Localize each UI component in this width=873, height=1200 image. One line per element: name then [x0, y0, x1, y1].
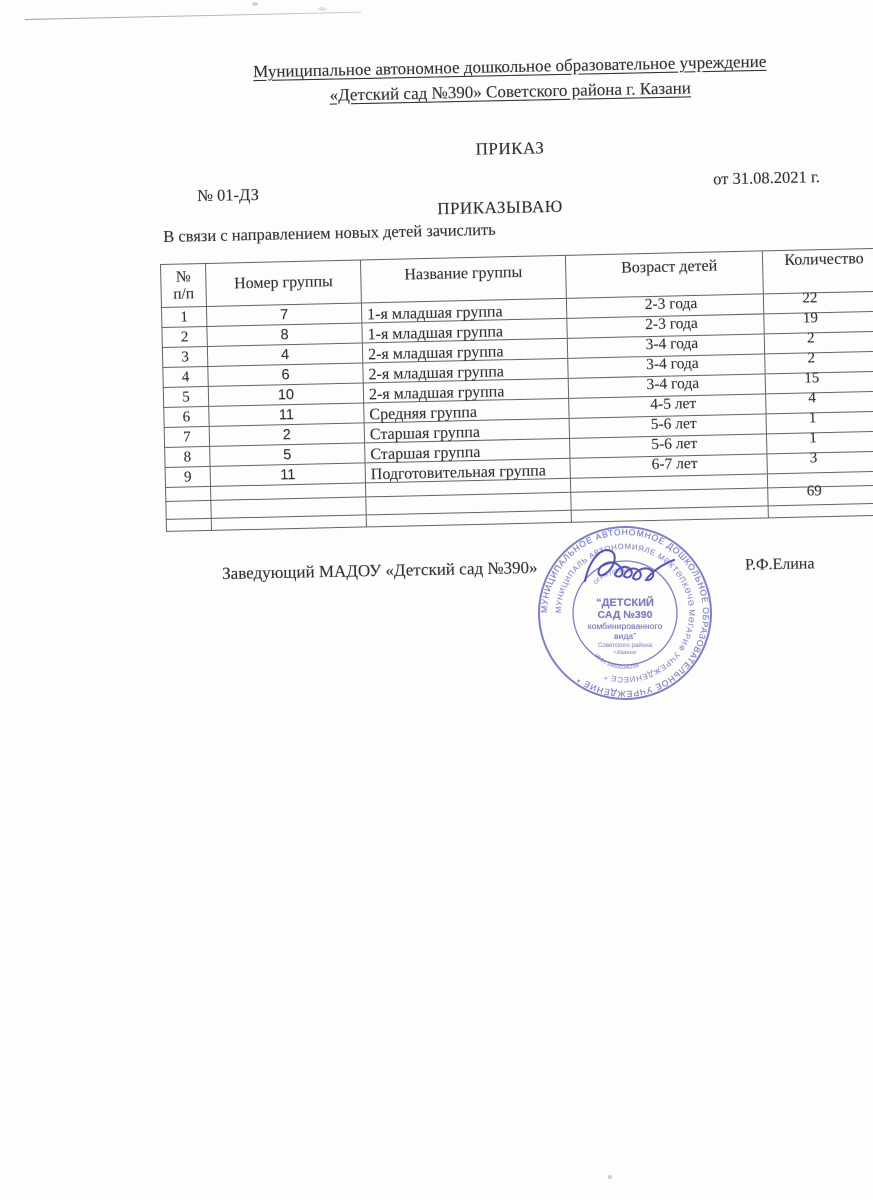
header-group-number: Номер группы	[205, 260, 361, 306]
cell-index	[166, 518, 211, 531]
cell-group-number: 2	[209, 423, 364, 446]
stamp-center-line4: вида”	[613, 631, 637, 641]
org-header-line2: «Детский сад №390» Советского района г. Казани	[329, 78, 692, 105]
cell-group-number: 11	[210, 463, 365, 486]
order-number: № 01-ДЗ	[197, 184, 260, 205]
cell-index	[166, 500, 211, 519]
cell-index: 6	[164, 406, 209, 427]
cell-group-number: 7	[206, 303, 361, 326]
cell-count: 15	[765, 371, 873, 394]
enrollment-table	[160, 248, 873, 532]
cell-count: 1	[766, 411, 873, 434]
cell-age: 5-6 лет	[570, 434, 767, 458]
stamp-ogrn-text: ОГРН 1031628	[593, 568, 632, 587]
stamp-ring-outer-text: МУНИЦИПАЛЬНОЕ АВТОНОМНОЕ ДОШКОЛЬНОЕ ОБРАЗОВАТЕЛЬНОЕ УЧРЕЖДЕНИЕ *	[538, 526, 712, 700]
cell-group-name: Старшая группа	[364, 418, 569, 443]
cell-count: 19	[764, 311, 873, 334]
cell-group-name: 1-я младшая группа	[362, 318, 567, 343]
header-index-line1: №	[175, 268, 191, 286]
org-header	[160, 47, 861, 111]
stamp-center-line1: “ДЕТСКИЙ	[596, 597, 654, 609]
header-count: Количество	[762, 248, 873, 294]
cell-index: 4	[163, 366, 208, 387]
cell-count: 1	[766, 431, 873, 454]
cell-age: 3-4 года	[568, 374, 765, 398]
cell-age: 2-3 года	[566, 294, 763, 318]
cell-count: 4	[766, 391, 873, 414]
cell-index: 7	[164, 426, 209, 447]
cell-group-name: Средняя группа	[364, 398, 569, 423]
cell-age: 2-3 года	[567, 314, 764, 338]
signature-role: Заведующий МАДОУ «Детский сад №390»	[222, 557, 538, 583]
cell-group-number: 4	[207, 343, 362, 366]
header-index	[161, 263, 207, 307]
cell-group-number	[211, 515, 366, 530]
cell-count	[768, 503, 873, 518]
stamp-inn-text: ИНН 1660034255	[592, 653, 640, 671]
order-command: ПРИКАЗЫВАЮ	[437, 196, 563, 219]
header-index-line2: п/п	[173, 285, 195, 303]
org-header-line1: Муниципальное автономное дошкольное образовательное учреждение	[252, 51, 767, 82]
cell-group-name: 2-я младшая группа	[363, 358, 568, 383]
cell-age: 6-7 лет	[570, 454, 767, 478]
cell-age: 3-4 года	[567, 334, 764, 358]
cell-index: 1	[161, 306, 206, 327]
cell-count: 2	[765, 351, 873, 374]
cell-index: 2	[162, 326, 207, 347]
table-body	[161, 291, 873, 531]
order-title: ПРИКАЗ	[475, 138, 545, 159]
cell-group-number: 5	[210, 443, 365, 466]
header-age: Возраст детей	[565, 251, 763, 298]
cell-index: 8	[165, 446, 210, 467]
order-intro: В связи с направлением новых детей зачислить	[163, 219, 496, 246]
cell-group-number: 8	[207, 323, 362, 346]
cell-age: 3-4 года	[568, 354, 765, 378]
cell-count: 22	[763, 291, 873, 314]
cell-count: 69	[768, 485, 873, 506]
cell-index: 9	[165, 466, 210, 487]
cell-group-name: 2-я младшая группа	[362, 338, 567, 363]
cell-index: 3	[162, 346, 207, 367]
cell-group-number: 10	[208, 383, 363, 406]
cell-age: 4-5 лет	[569, 394, 766, 418]
stamp-ring-inner-text: МУНИЦИПАЛЬ АВТОНОМИЯЛЕ МӘКТӘПКӘЧӘ МӘГАРИФ УЧРЕЖДЕНИЕСЕ *	[553, 541, 697, 685]
signature-name: Р.Ф.Елина	[744, 555, 815, 574]
cell-group-name: Старшая группа	[365, 438, 570, 463]
cell-count: 3	[767, 451, 873, 474]
cell-index	[166, 486, 211, 501]
cell-index: 5	[163, 386, 208, 407]
cell-group-name: 1-я младшая группа	[361, 298, 566, 323]
cell-group-name: Подготовительная группа	[365, 458, 570, 483]
stamp-center-line6: г.Казани	[614, 650, 636, 656]
cell-group-name: 2-я младшая группа	[363, 378, 568, 403]
cell-count: 2	[764, 331, 873, 354]
order-date: от 31.08.2021 г.	[712, 167, 821, 189]
cell-age: 5-6 лет	[569, 414, 766, 438]
stamp-center-line2: САД №390	[597, 609, 653, 621]
stamp-center-line3: комбинированного	[587, 621, 663, 631]
stamp-center-line5: Советского района	[597, 642, 653, 649]
official-stamp	[527, 515, 723, 711]
header-group-name: Название группы	[360, 255, 566, 303]
cell-group-number: 6	[208, 363, 363, 386]
cell-group-number: 11	[209, 403, 364, 426]
